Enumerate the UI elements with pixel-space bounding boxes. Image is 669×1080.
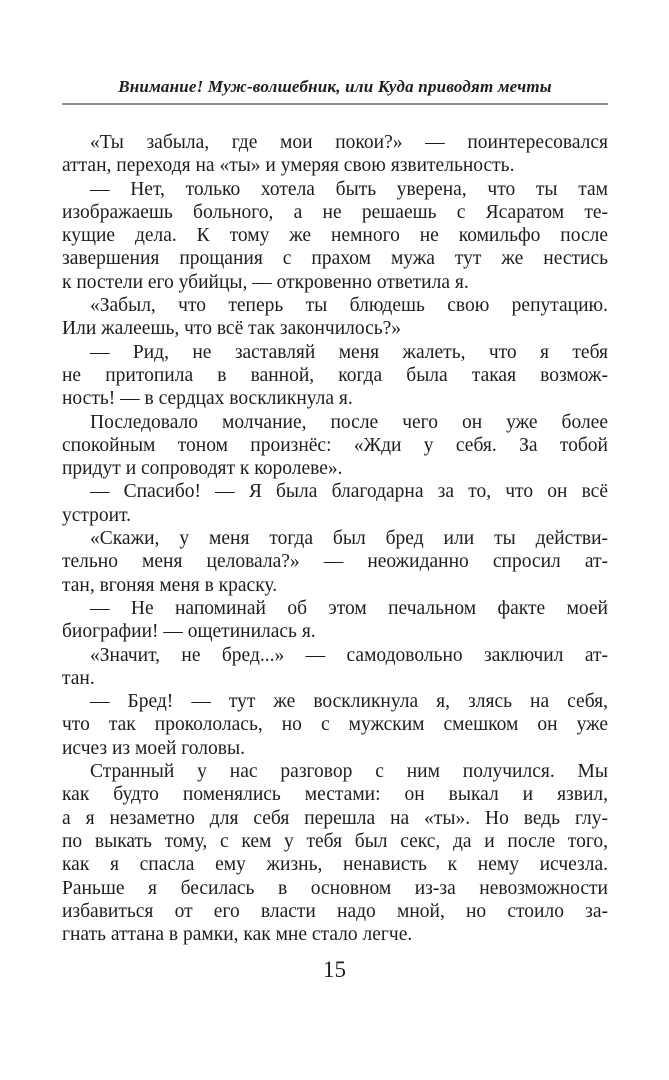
text-line: «Скажи, у меня тогда был бред или ты действи-: [90, 528, 608, 550]
text-line: Или жалеешь, что всё так закончилось?»: [62, 318, 402, 340]
text-line: — Не напоминай об этом печальном факте моей: [90, 597, 608, 619]
text-line: — Рид, не заставляй меня жалеть, что я тебя: [90, 341, 608, 363]
text-line: что так прокололась, но с мужским смешком он уже: [62, 714, 608, 736]
text-line: гнать аттана в рамки, как мне стало легче.: [62, 924, 413, 946]
page-body: [62, 131, 608, 946]
running-header: Внимание! Муж-волшебник, или Куда приводят мечты: [62, 76, 608, 105]
text-line: Раньше я бесилась в основном из-за невозможности: [62, 877, 608, 899]
text-line: — Спасибо! — Я была благодарна за то, что он всё: [90, 481, 608, 503]
paragraph: [62, 597, 608, 644]
text-line: — Нет, только хотела быть уверена, что ты там: [90, 178, 608, 200]
text-line: аттан, переходя на «ты» и умеряя свою язвительность.: [62, 155, 515, 177]
paragraph: [62, 690, 608, 760]
text-line: ность! — в сердцах воскликнула я.: [62, 388, 353, 410]
text-line: тан, вгоняя меня в краску.: [62, 574, 278, 596]
paragraph: [62, 341, 608, 411]
text-line: придут и сопроводят к королеве».: [62, 458, 343, 480]
page-number: 15: [323, 957, 346, 982]
text-line: «Ты забыла, где мои покои?» — поинтересовался: [90, 132, 608, 153]
text-line: Странный у нас разговор с ним получился. Мы: [90, 761, 608, 783]
paragraph: [62, 131, 608, 178]
text-line: тельно меня целовала?» — неожиданно спросил ат-: [62, 551, 608, 573]
text-line: исчез из моей головы.: [62, 737, 245, 759]
paragraph: [62, 480, 608, 527]
text-line: к постели его убийцы, — откровенно ответила я.: [62, 271, 469, 293]
text-line: как я спасла ему жизнь, ненависть к нему исчезла.: [62, 854, 608, 876]
paragraph: [62, 411, 608, 481]
text-line: а я незаметно для себя перешла на «ты». Но ведь глу-: [62, 807, 608, 829]
text-line: — Бред! — тут же воскликнула я, злясь на себя,: [90, 691, 608, 713]
text-line: как будто поменялись местами: он выкал и язвил,: [62, 784, 608, 806]
text-line: устроит.: [62, 504, 132, 526]
text-line: тан.: [62, 667, 95, 689]
text-line: Последовало молчание, после чего он уже более: [90, 411, 608, 433]
text-line: не притопила в ванной, когда была такая возмож-: [62, 364, 608, 386]
paragraph: [62, 644, 608, 691]
text-line: спокойным тоном произнёс: «Жди у себя. За тобой: [62, 434, 608, 456]
paragraph: [62, 294, 608, 341]
text-line: по выкать тому, с кем у тебя был секс, да и после того,: [62, 830, 608, 852]
text-line: избавиться от его власти надо мной, но стоило за-: [62, 900, 608, 922]
text-line: кущие дела. К тому же немного не комильфо после: [62, 225, 608, 247]
paragraph: [62, 527, 608, 597]
text-line: изображаешь больного, а не решаешь с Ясаратом те-: [62, 201, 608, 223]
text-line: биографии! — ощетинилась я.: [62, 621, 316, 643]
paragraph: [62, 760, 608, 946]
text-line: «Забыл, что теперь ты блюдешь свою репутацию.: [90, 295, 608, 317]
paragraph: [62, 178, 608, 294]
text-line: «Значит, не бред...» — самодовольно заключил ат-: [90, 644, 608, 666]
text-line: завершения прощания с прахом мужа тут же нестись: [62, 248, 608, 270]
